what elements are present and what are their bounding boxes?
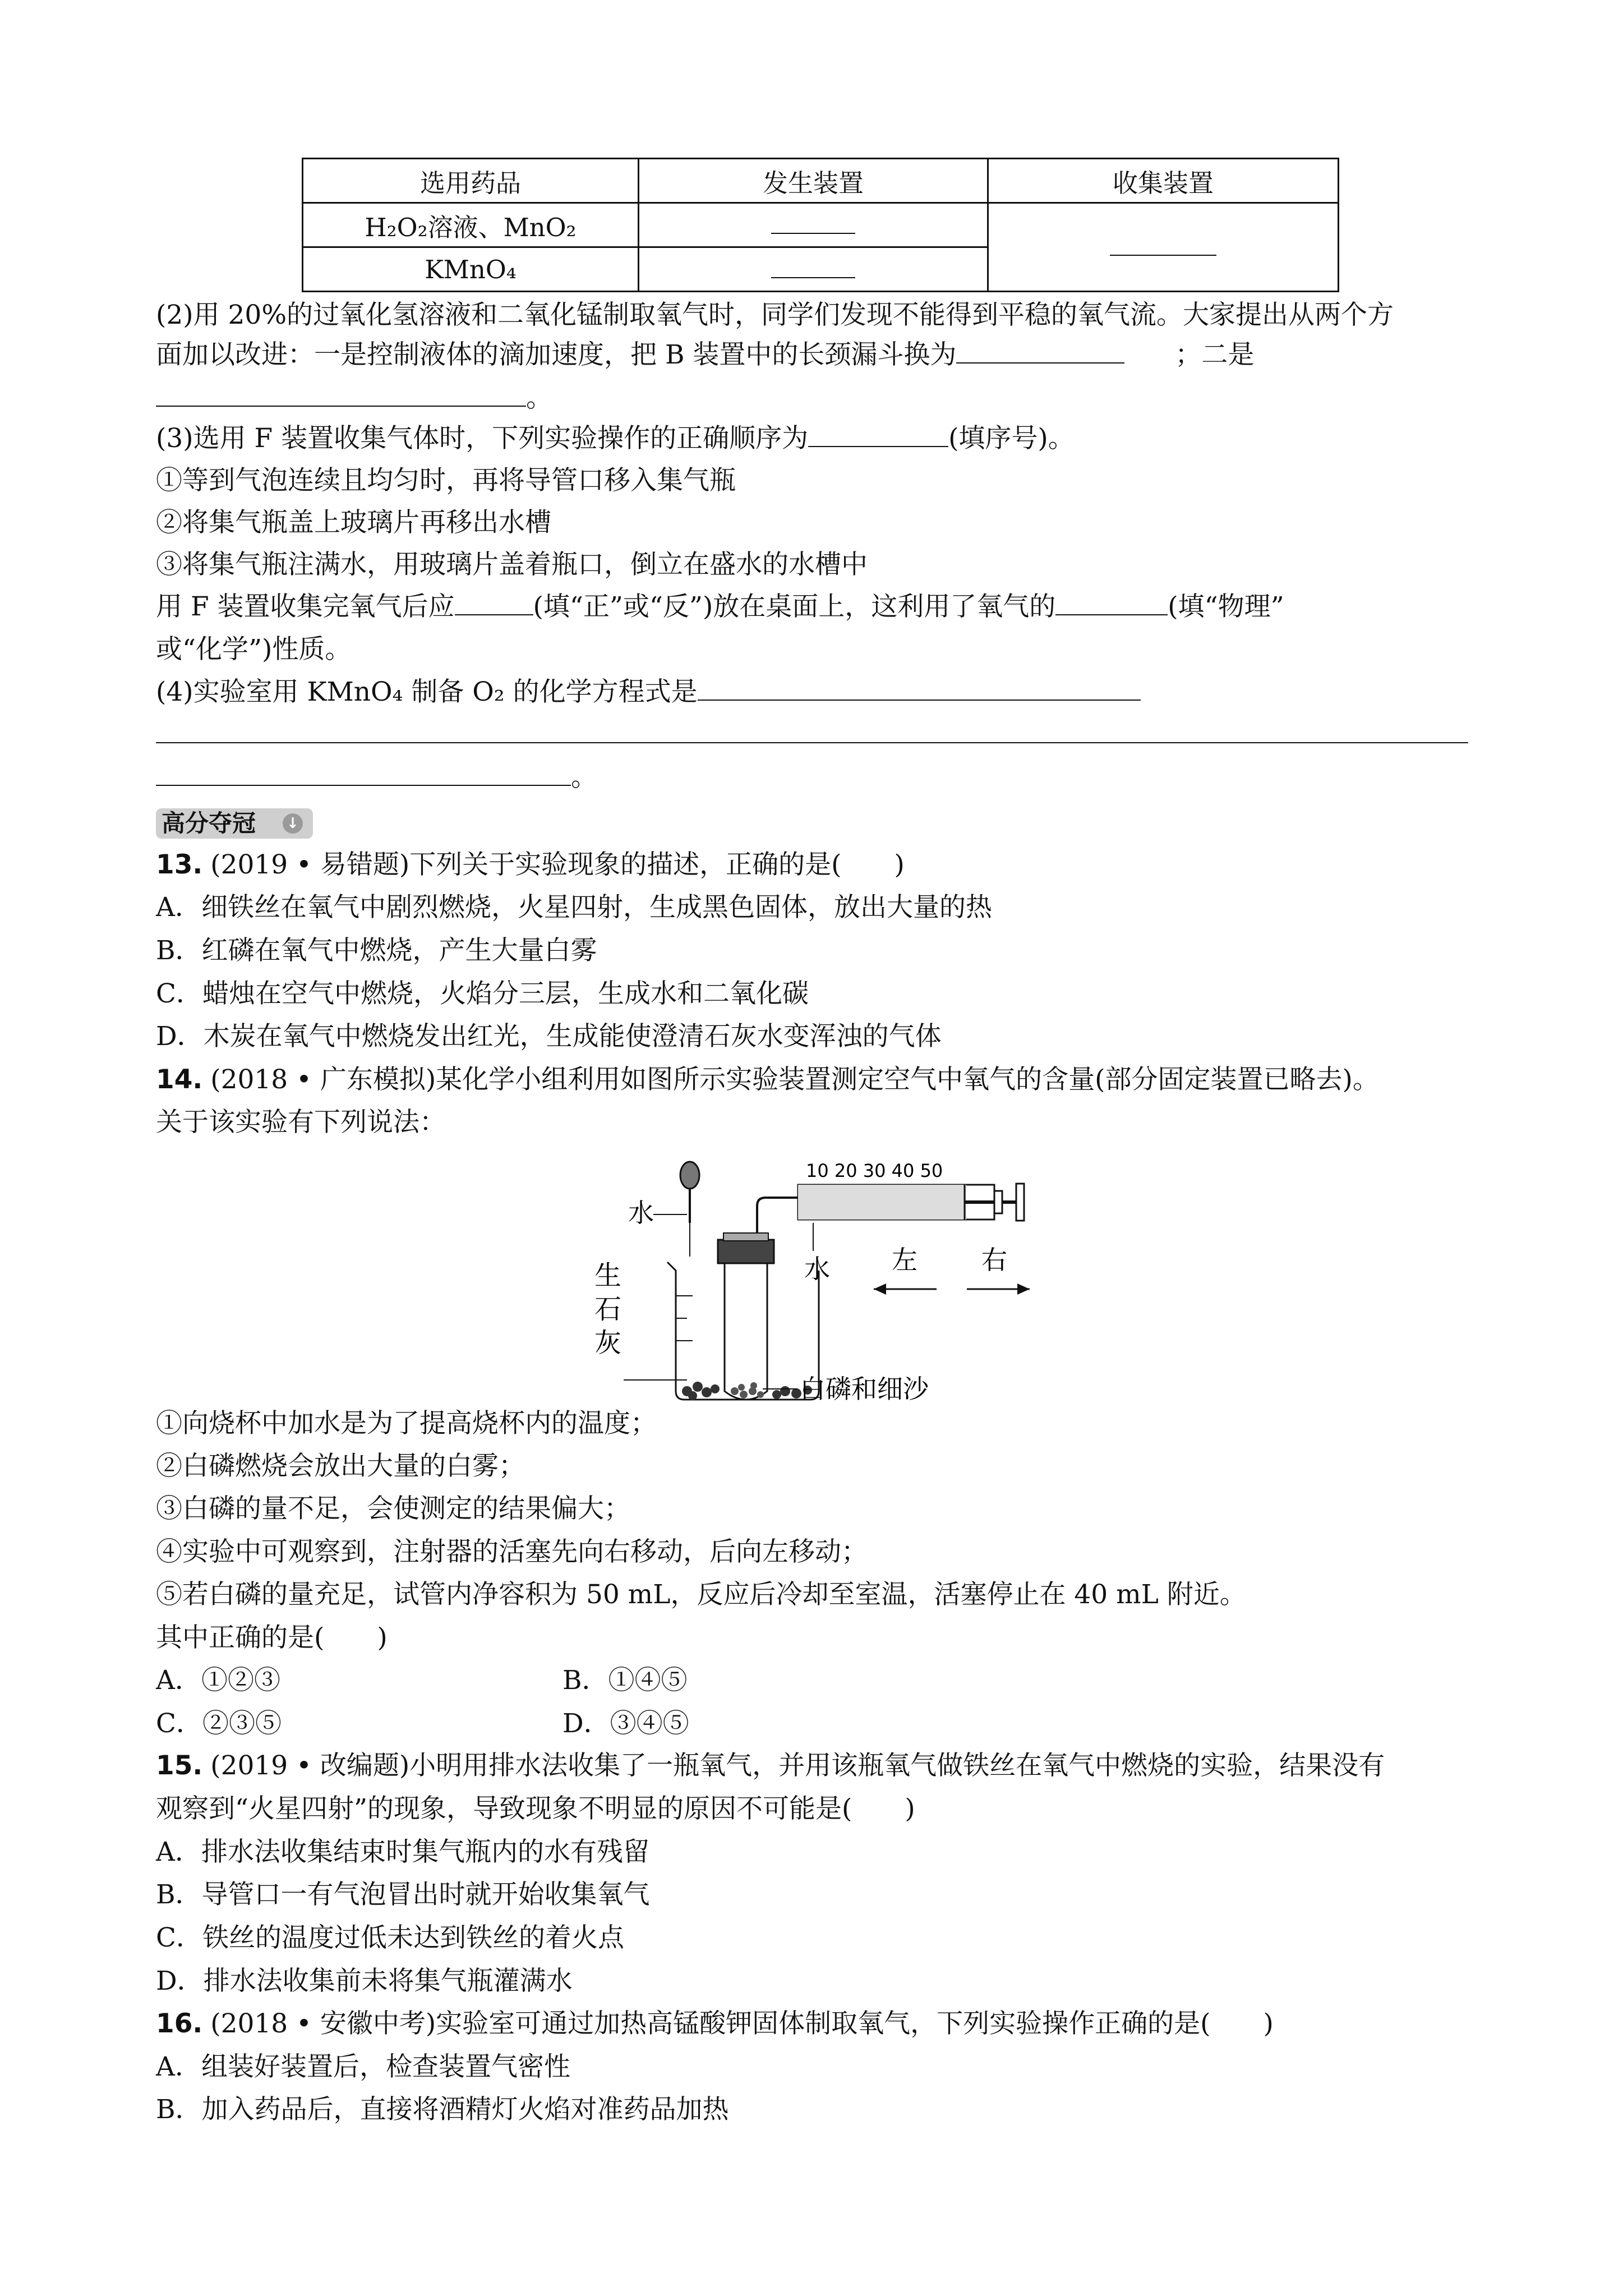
q12-op3: ③将集气瓶注满水，用玻璃片盖着瓶口，倒立在盛水的水槽中 <box>156 549 868 580</box>
dropper-bulb <box>680 1162 699 1189</box>
section-badge: 高分夺冠 ↓ <box>156 808 313 839</box>
rubber-stopper <box>718 1240 774 1263</box>
q12-op1: ①等到气泡连续且均匀时，再将导管口移入集气瓶 <box>156 465 736 496</box>
label-water-left: 水 <box>628 1198 654 1228</box>
quicklime <box>682 1382 812 1400</box>
answer-blank[interactable] <box>1055 593 1168 615</box>
q14-s4: ④实验中可观察到，注射器的活塞先向右移动，后向左移动； <box>156 1536 868 1567</box>
q14-s1: ①向烧杯中加水是为了提高烧杯内的温度； <box>156 1408 657 1439</box>
q14-stem: 14. (2018 • 广东模拟)某化学小组利用如图所示实验装置测定空气中氧气的含量(部分固定装置已略去)。 <box>156 1064 1379 1095</box>
label-lime: 石 <box>594 1294 622 1325</box>
q14-option-d[interactable]: D．③④⑤ <box>562 1708 689 1739</box>
q15-option-c[interactable]: C．铁丝的温度过低未达到铁丝的着火点 <box>156 1922 624 1953</box>
q14-s2: ②白磷燃烧会放出大量的白雾； <box>156 1451 525 1481</box>
label-phosphorus: 白磷和细沙 <box>800 1374 929 1404</box>
q15-option-b[interactable]: B．导管口一有气泡冒出时就开始收集氧气 <box>156 1879 650 1910</box>
q12-part4-line3: 。 <box>156 761 1477 794</box>
answer-blank[interactable] <box>808 425 948 447</box>
q14-ask: 其中正确的是( ) <box>156 1622 388 1653</box>
q14-stem2: 关于该实验有下列说法： <box>156 1107 446 1138</box>
arrow-down-icon: ↓ <box>283 813 303 834</box>
answer-blank[interactable] <box>156 384 526 407</box>
q15-stem2: 观察到“火星四射”的现象，导致现象不明显的原因不可能是( ) <box>156 1793 915 1824</box>
table-cell-drug: H₂O₂溶液、MnO₂ <box>303 203 639 247</box>
q12-part2-line3: 。 <box>156 381 1477 415</box>
answer-blank[interactable] <box>956 341 1124 364</box>
q13-stem: 13. (2019 • 易错题)下列关于实验现象的描述，正确的是( ) <box>156 849 905 880</box>
answer-blank[interactable] <box>455 593 533 615</box>
arrow-left-head <box>874 1283 886 1295</box>
arrow-right-head <box>1017 1283 1030 1295</box>
q14-s5: ⑤若白磷的量充足，试管内净容积为 50 mL，反应后冷却至室温，活塞停止在 40 mL 附近。 <box>156 1579 1246 1610</box>
q13-option-c[interactable]: C．蜡烛在空气中燃烧，火焰分三层，生成水和二氧化碳 <box>156 978 809 1009</box>
q14-option-a[interactable]: A．①②③ <box>156 1665 280 1696</box>
label-right: 右 <box>981 1245 1007 1275</box>
q13-option-b[interactable]: B．红磷在氧气中燃烧，产生大量白雾 <box>156 935 597 966</box>
q12-op2: ②将集气瓶盖上玻璃片再移出水槽 <box>156 507 551 538</box>
q12-part4-line2 <box>156 718 1477 752</box>
q15-stem: 15. (2019 • 改编题)小明用排水法收集了一瓶氧气，并用该瓶氧气做铁丝在氧气中燃烧的实验，结果没有 <box>156 1750 1385 1781</box>
answer-blank[interactable] <box>156 721 1468 743</box>
table-header: 发生装置 <box>639 159 988 203</box>
q16-option-a[interactable]: A．组装好装置后，检查装置气密性 <box>156 2051 570 2082</box>
q16-option-b[interactable]: B．加入药品后，直接将酒精灯火焰对准药品加热 <box>156 2094 729 2125</box>
experiment-figure <box>594 1144 1054 1419</box>
test-tube <box>725 1263 767 1400</box>
q16-stem: 16. (2018 • 安徽中考)实验室可通过加热高锰酸钾固体制取氧气，下列实验操作正确的是( ) <box>156 2008 1274 2039</box>
label-lime: 灰 <box>594 1327 622 1359</box>
table-cell-drug: KMnO₄ <box>303 247 639 292</box>
q15-option-a[interactable]: A．排水法收集结束时集气瓶内的水有残留 <box>156 1837 649 1867</box>
label-lime: 生 <box>594 1260 622 1291</box>
answer-blank[interactable] <box>639 247 988 292</box>
reagent-table <box>302 158 1339 292</box>
beaker <box>667 1262 819 1400</box>
q14-s3: ③白磷的量不足，会使测定的结果偏大； <box>156 1493 630 1524</box>
syringe-gas <box>798 1185 966 1220</box>
table-header: 选用药品 <box>303 159 639 203</box>
q12-part4: (4)实验室用 KMnO₄ 制备 O₂ 的化学方程式是 <box>156 675 1477 709</box>
answer-blank[interactable] <box>156 763 571 786</box>
label-left: 左 <box>892 1245 917 1275</box>
q13-option-a[interactable]: A．细铁丝在氧气中剧烈燃烧，火星四射，生成黑色固体，放出大量的热 <box>156 892 992 923</box>
answer-blank[interactable] <box>639 203 988 247</box>
q14-option-b[interactable]: B．①④⑤ <box>562 1665 688 1696</box>
syringe-thumb <box>1016 1184 1024 1221</box>
white-phosphorus-sand <box>731 1382 764 1398</box>
q12-part3b: 用 F 装置收集完氧气后应 (填“正”或“反”)放在桌面上，这利用了氧气的 (填“物理” <box>156 591 1284 622</box>
answer-blank[interactable] <box>988 203 1339 292</box>
q12-part3c: 或“化学”)性质。 <box>156 634 352 665</box>
q12-part2-line1: (2)用 20%的过氧化氢溶液和二氧化锰制取氧气时，同学们发现不能得到平稳的氧气流。大家提出从两个方 <box>156 300 1394 330</box>
label-water-syringe: 水 <box>804 1254 830 1284</box>
q12-part2-line2: 面加以改进：一是控制液体的滴加速度，把 B 装置中的长颈漏斗换为 ；二是 <box>156 339 1255 370</box>
q14-option-c[interactable]: C．②③⑤ <box>156 1708 282 1739</box>
q12-part3: (3)选用 F 装置收集气体时，下列实验操作的正确顺序为 (填序号)。 <box>156 423 1075 454</box>
stopper-top <box>723 1233 768 1241</box>
q13-option-d[interactable]: D．木炭在氧气中燃烧发出红光，生成能使澄清石灰水变浑浊的气体 <box>156 1021 942 1052</box>
table-header: 收集装置 <box>988 159 1339 203</box>
q15-option-d[interactable]: D．排水法收集前未将集气瓶灌满水 <box>156 1966 573 1996</box>
answer-blank[interactable] <box>698 678 1141 701</box>
syringe-scale: 10 20 30 40 50 <box>806 1160 943 1181</box>
syringe-flange <box>994 1191 1002 1213</box>
